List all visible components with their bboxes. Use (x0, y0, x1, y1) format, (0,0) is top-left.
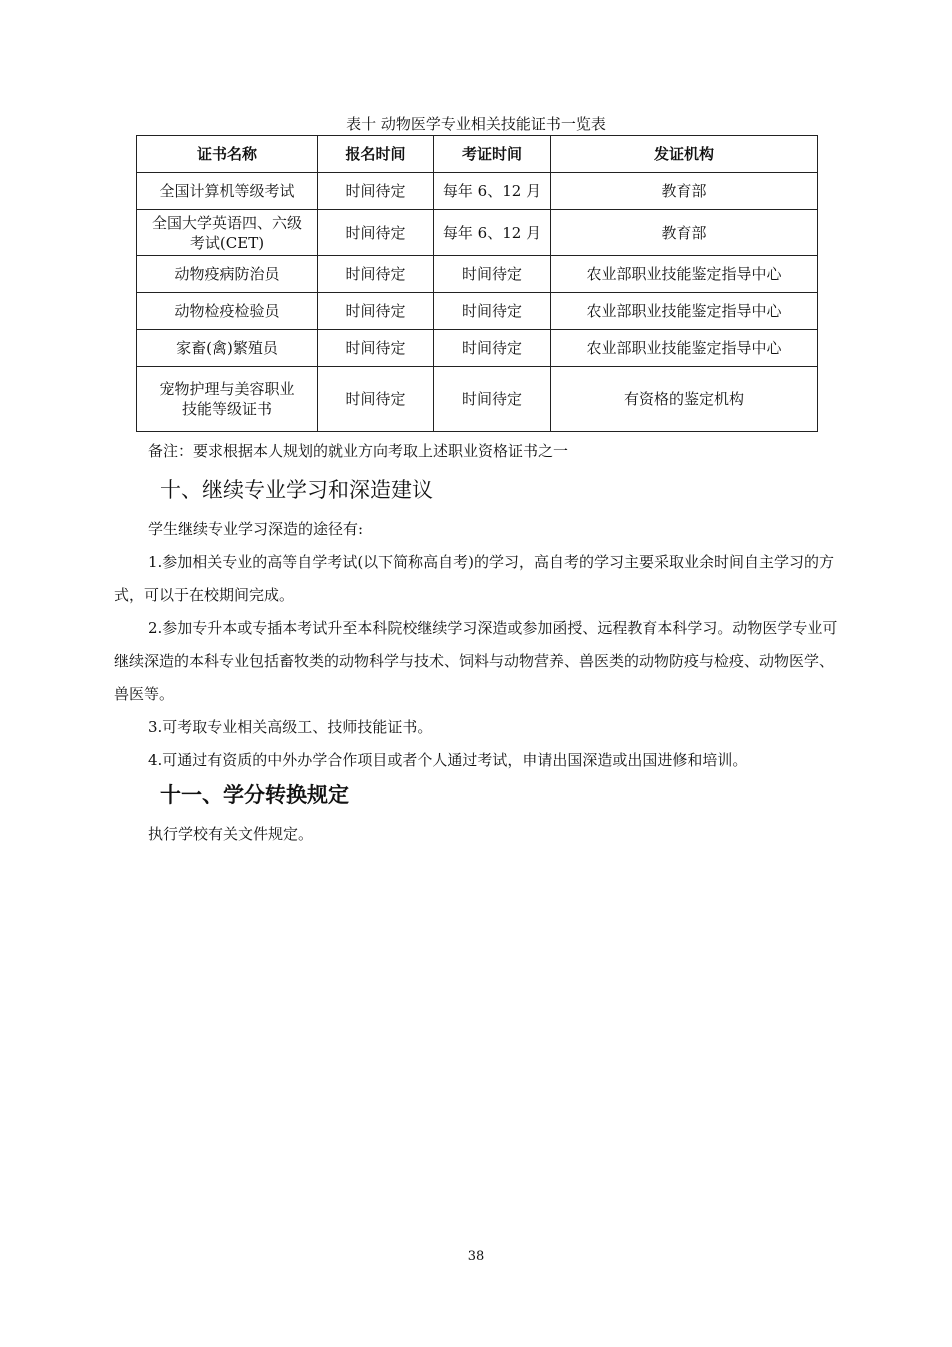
table-row (137, 173, 818, 210)
table-cell: 每年 6、12 月 (434, 173, 551, 210)
column-header: 报名时间 (318, 136, 434, 173)
paragraph (114, 546, 842, 612)
table-cell (137, 367, 318, 432)
table-row (137, 256, 818, 293)
table-cell: 农业部职业技能鉴定指导中心 (551, 330, 818, 367)
table-row (137, 330, 818, 367)
table-cell: 全国计算机等级考试 (137, 173, 318, 210)
table-cell: 时间待定 (318, 367, 434, 432)
page-number: 38 (467, 1249, 485, 1264)
paragraph (114, 513, 842, 546)
table-cell: 动物检疫检验员 (137, 293, 318, 330)
cell-line: 技能等级证书 (181, 400, 272, 418)
table-cell: 时间待定 (434, 330, 551, 367)
paragraph-text: 执行学校有关文件规定。 (148, 825, 314, 843)
table-row (137, 367, 818, 432)
paragraph-text: 4.可通过有资质的中外办学合作项目或者个人通过考试，申请出国深造或出国进修和培训。 (148, 751, 748, 769)
section-heading: 十一、学分转换规定 (160, 783, 349, 807)
paragraph (114, 711, 842, 744)
column-header: 发证机构 (551, 136, 818, 173)
cell-line: 考试(CET) (189, 233, 265, 252)
table-cell: 动物疫病防治员 (137, 256, 318, 293)
paragraph-text: 1.参加相关专业的高等自学考试(以下简称高自考)的学习，高自考的学习主要采取业余时间自主学习的方式，可以于在校期间完成。 (114, 553, 835, 604)
table-cell: 时间待定 (318, 330, 434, 367)
table-cell: 农业部职业技能鉴定指导中心 (551, 256, 818, 293)
certificate-table (136, 135, 818, 432)
paragraph (114, 744, 842, 777)
table-cell: 时间待定 (434, 293, 551, 330)
table-cell: 时间待定 (318, 173, 434, 210)
table-cell: 时间待定 (434, 367, 551, 432)
table-cell: 时间待定 (434, 256, 551, 293)
table-cell (137, 210, 318, 256)
table-cell: 教育部 (551, 210, 818, 256)
column-header: 证书名称 (137, 136, 318, 173)
table-cell: 农业部职业技能鉴定指导中心 (551, 293, 818, 330)
table-caption: 表十 动物医学专业相关技能证书一览表 (346, 115, 606, 133)
table-note: 备注：要求根据本人规划的就业方向考取上述职业资格证书之一 (148, 442, 569, 460)
table-cell: 家畜(禽)繁殖员 (137, 330, 318, 367)
cell-line: 全国大学英语四、六级 (151, 213, 302, 232)
paragraph-text: 学生继续专业学习深造的途径有: (148, 520, 364, 538)
section-heading: 十、继续专业学习和深造建议 (160, 478, 433, 502)
column-header: 考证时间 (434, 136, 551, 173)
table-row (137, 293, 818, 330)
paragraph-text: 2.参加专升本或专插本考试升至本科院校继续学习深造或参加函授、远程教育本科学习。动物医学专业可继续深造的本科专业包括畜牧类的动物科学与技术、饲料与动物营养、兽医类的动物防疫与检疫、动物医学、兽医等。 (114, 619, 838, 703)
table-cell: 教育部 (551, 173, 818, 210)
table-cell: 每年 6、12 月 (434, 210, 551, 256)
table-cell: 时间待定 (318, 293, 434, 330)
table-row (137, 210, 818, 256)
table-cell: 时间待定 (318, 256, 434, 293)
paragraph-text: 3.可考取专业相关高级工、技师技能证书。 (148, 718, 433, 736)
paragraph (114, 612, 842, 711)
cell-line: 宠物护理与美容职业 (159, 380, 295, 398)
paragraph (114, 818, 842, 851)
table-cell: 时间待定 (318, 210, 434, 256)
table-cell: 有资格的鉴定机构 (551, 367, 818, 432)
table-header-row (137, 136, 818, 173)
